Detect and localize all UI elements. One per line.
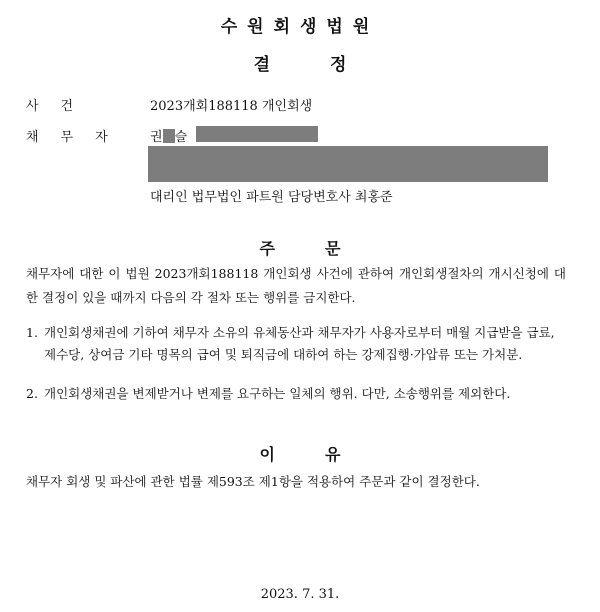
redaction-block — [196, 126, 318, 142]
representative: 대리인 법무법인 파트원 담당변호사 최홍준 — [150, 190, 393, 205]
reason-title: 이유 — [259, 445, 391, 464]
item-number: 2. — [26, 386, 38, 401]
item-number: 1. — [26, 325, 38, 340]
item-text: 개인회생채권에 기하여 채무자 소유의 유체동산과 채무자가 사용자로부터 매월 지급받을 급료, 제수당, 상여금 기타 명목의 급여 및 퇴직금에 대하여 하는 강제집행·가압류 또는 가처분. — [44, 325, 555, 362]
order-intro: 채무자에 대한 이 법원 2023개회188118 개인회생 사건에 관하여 개인회생절차의 개시신청에 대한 결정이 있을 때까지 다음의 각 절차 또는 행위를 금지한다. — [26, 266, 566, 305]
list-item — [26, 322, 566, 366]
debtor-name — [150, 126, 187, 145]
case-label: 사건 — [26, 99, 96, 114]
redaction-block — [163, 129, 175, 143]
debtor-label: 채무자 — [26, 130, 130, 145]
reason-text: 채무자 회생 및 파산에 관한 법률 제593조 제1항을 적용하여 주문과 같이 결정한다. — [26, 474, 480, 489]
court-name: 수원회생법원 — [220, 17, 380, 37]
decision-date: 2023. 7. 31. — [260, 587, 340, 602]
debtor-name-first: 권 — [150, 130, 163, 145]
item-text: 개인회생채권을 변제받거나 변제를 요구하는 일체의 행위. 다만, 소송행위를 제외한다. — [44, 386, 511, 401]
redaction-block — [148, 146, 548, 182]
debtor-name-last: 슬 — [174, 130, 188, 145]
order-title: 주문 — [259, 239, 391, 258]
case-number: 2023개회188118 개인회생 — [150, 99, 313, 114]
document-type: 결정 — [253, 55, 407, 75]
list-item — [26, 383, 566, 405]
